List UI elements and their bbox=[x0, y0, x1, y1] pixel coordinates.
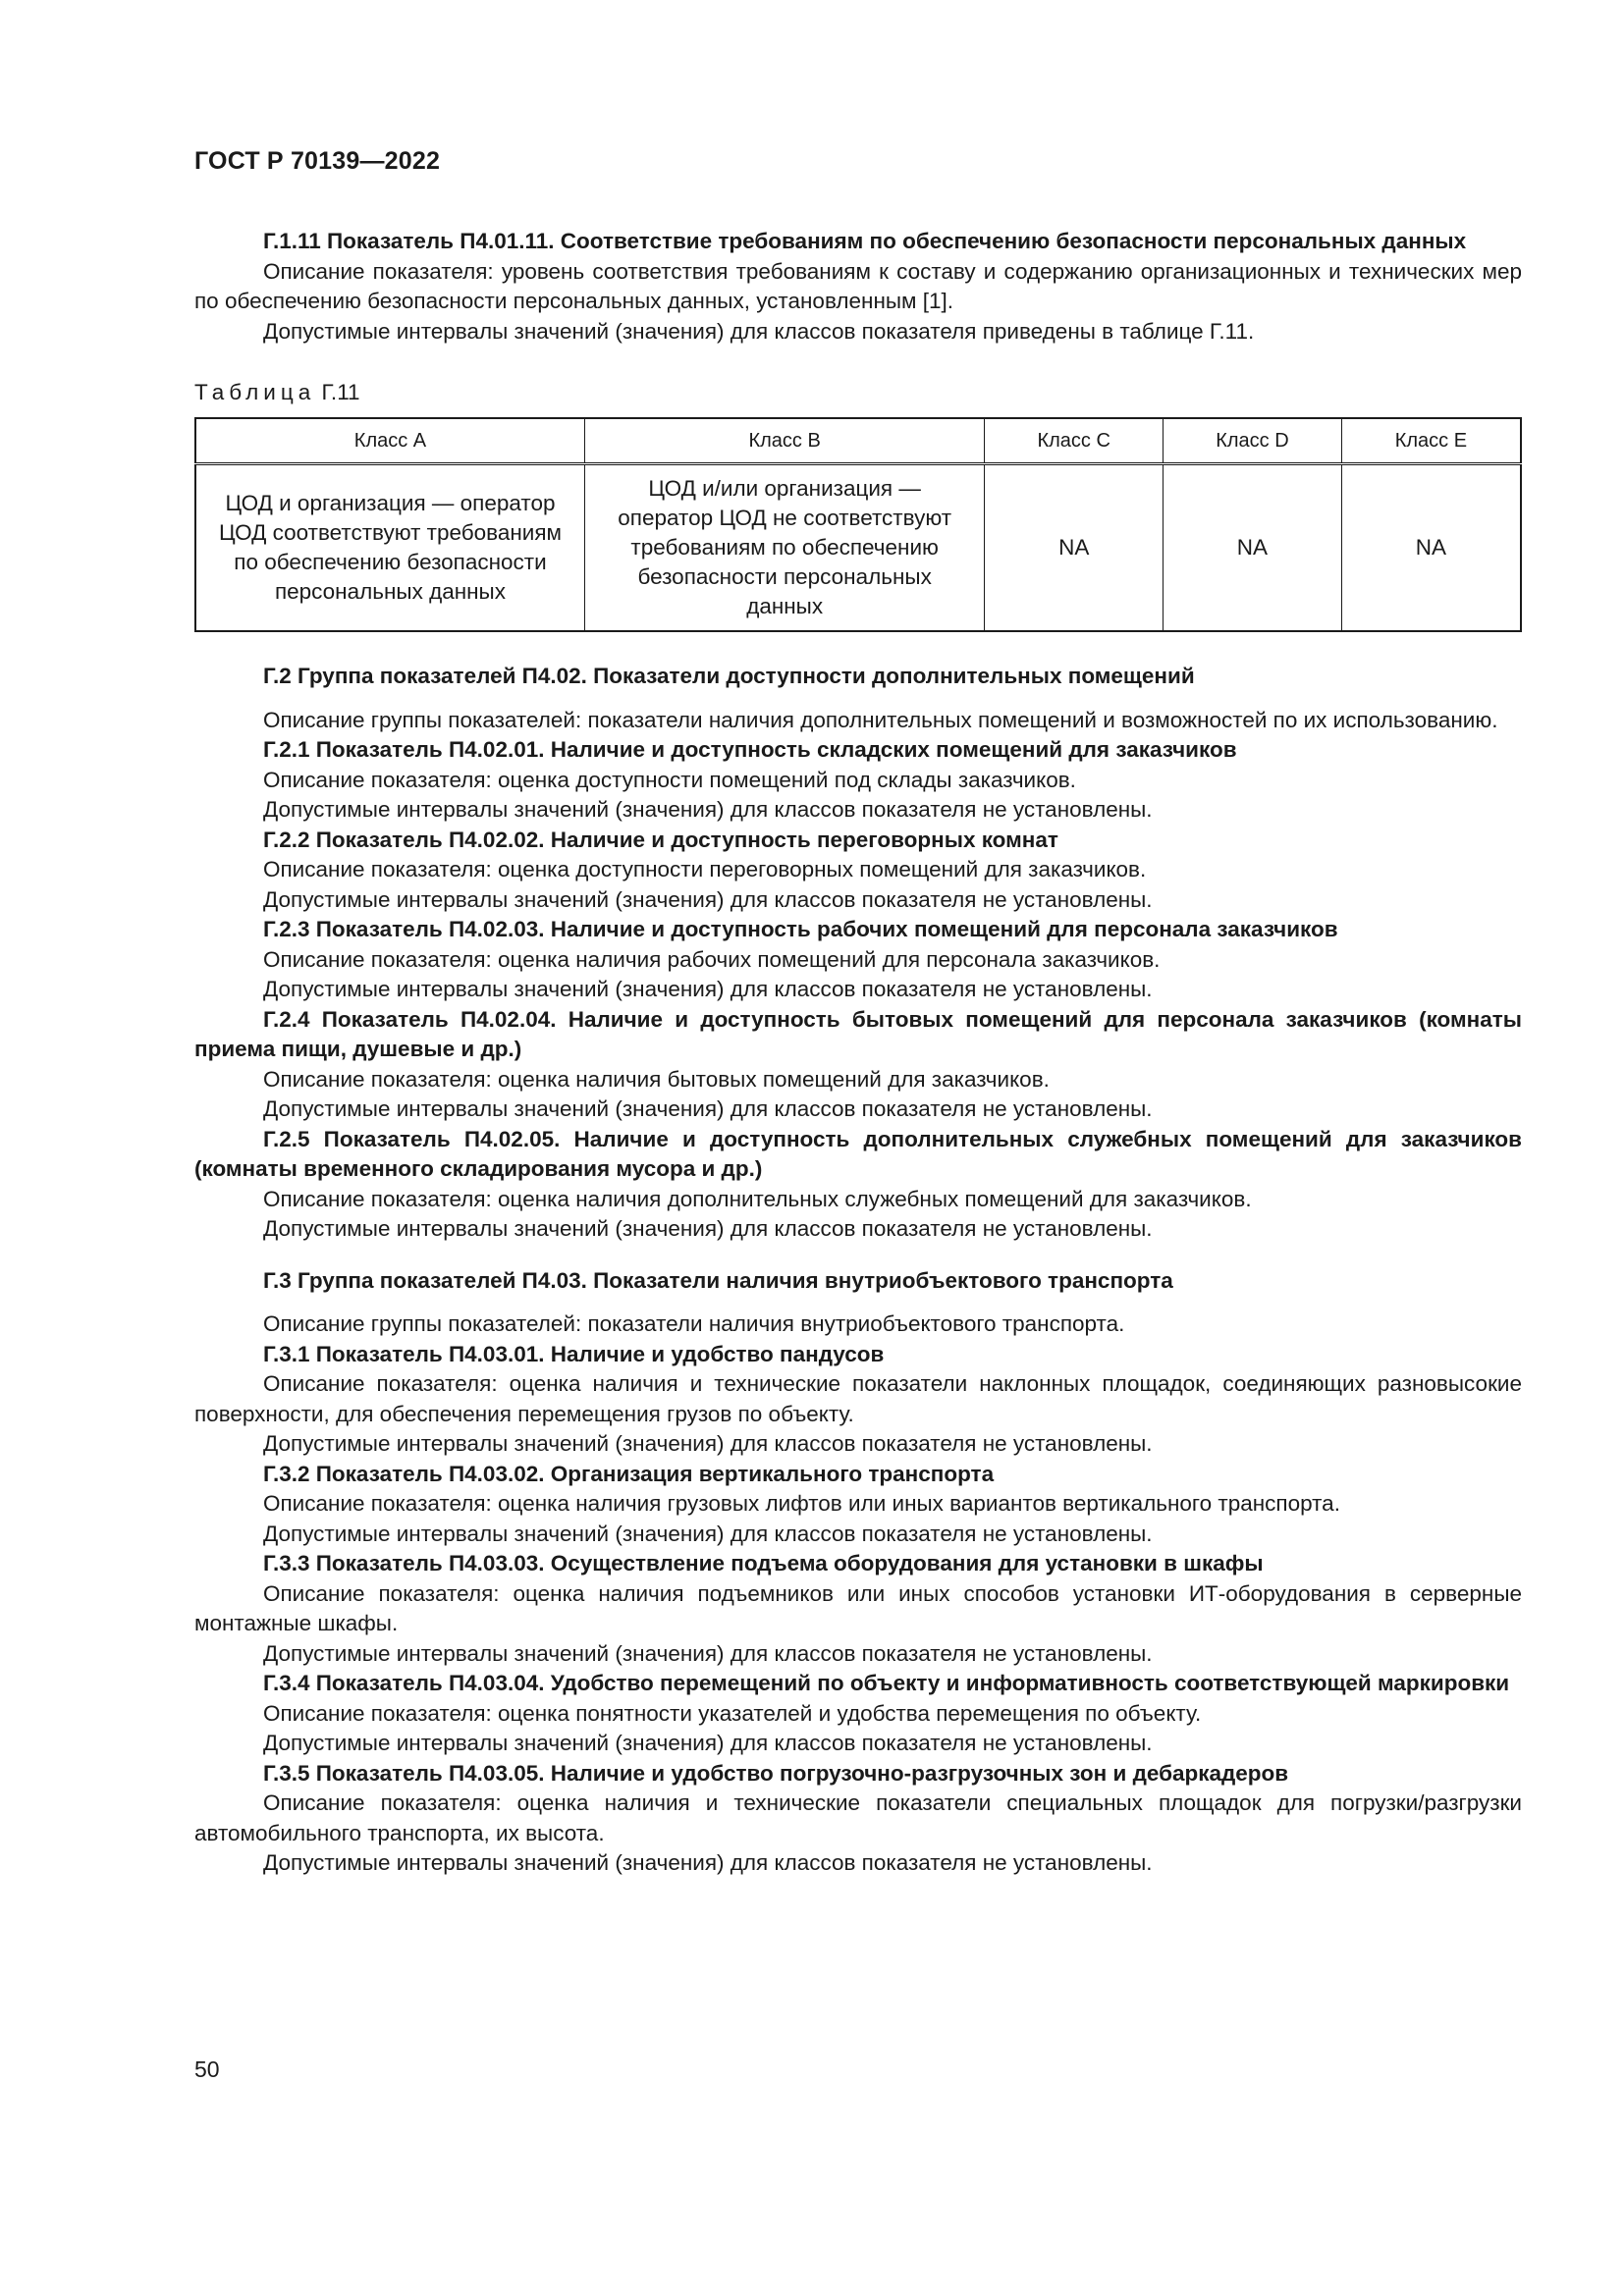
item-g3-1-title: Г.3.1 Показатель П4.03.01. Наличие и удобство пандусов bbox=[263, 1341, 885, 1366]
item-g3-5-title: Г.3.5 Показатель П4.03.05. Наличие и удобство погрузочно-разгрузочных зон и дебаркадеров bbox=[263, 1760, 1289, 1786]
document-header: ГОСТ Р 70139—2022 bbox=[194, 147, 441, 175]
table-row bbox=[195, 464, 1521, 632]
item-g2-3-title: Г.2.3 Показатель П4.02.03. Наличие и доступность рабочих помещений для персонала заказчиков bbox=[263, 917, 1338, 941]
item-g3-3-intervals: Допустимые интервалы значений (значения) для классов показателя не установлены. bbox=[263, 1640, 1153, 1666]
item-g3-2-title: Г.3.2 Показатель П4.03.02. Организация вертикального транспорта bbox=[263, 1461, 995, 1486]
item-g3-2-description: Описание показателя: оценка наличия грузовых лифтов или иных вариантов вертикального транспорта. bbox=[263, 1491, 1340, 1516]
document-page bbox=[194, 147, 1522, 1879]
item-g3-1-description: Описание показателя: оценка наличия и технические показатели наклонных площадок, соединяющих разновысокие поверхности, для обеспечения перемещения грузов по объекту. bbox=[194, 1371, 1522, 1426]
table-caption bbox=[194, 380, 1522, 405]
item-g2-1-intervals: Допустимые интервалы значений (значения) для классов показателя не установлены. bbox=[263, 797, 1153, 822]
section-g1-11-description: Описание показателя: уровень соответствия требованиям к составу и содержанию организационных и технических мер по обеспечению безопасности персональных данных, установленным [1]. bbox=[194, 258, 1522, 313]
table-caption-word: Таблица bbox=[194, 380, 316, 404]
item-g2-4-title: Г.2.4 Показатель П4.02.04. Наличие и доступность бытовых помещений для персонала заказчиков (комнаты приема пищи, душевые и др.) bbox=[194, 1006, 1522, 1061]
item-g3-4-intervals: Допустимые интервалы значений (значения) для классов показателя не установлены. bbox=[263, 1731, 1153, 1755]
table-header-class-b: Класс B bbox=[584, 418, 984, 464]
item-g2-1-description: Описание показателя: оценка доступности помещений под склады заказчиков. bbox=[263, 767, 1076, 792]
item-g3-4-title: Г.3.4 Показатель П4.03.04. Удобство перемещений по объекту и информативность соответствующей маркировки bbox=[263, 1671, 1510, 1695]
table-header-class-e: Класс E bbox=[1341, 418, 1521, 464]
item-g3-1-intervals: Допустимые интервалы значений (значения) для классов показателя не установлены. bbox=[263, 1431, 1153, 1456]
table-cell-class-a: ЦОД и организация — оператор ЦОД соответствуют требованиям по обеспечению безопасности персональных данных bbox=[195, 464, 584, 632]
item-g2-3-intervals: Допустимые интервалы значений (значения) для классов показателя не установлены. bbox=[263, 977, 1153, 1001]
item-g2-4-description: Описание показателя: оценка наличия бытовых помещений для заказчиков. bbox=[263, 1066, 1050, 1092]
item-g2-2-title: Г.2.2 Показатель П4.02.02. Наличие и доступность переговорных комнат bbox=[263, 827, 1058, 852]
item-g3-3-description: Описание показателя: оценка наличия подъемников или иных способов установки ИТ-оборудования в серверные монтажные шкафы. bbox=[194, 1580, 1522, 1635]
table-cell-class-d: NA bbox=[1164, 464, 1342, 632]
page-number: 50 bbox=[194, 2056, 220, 2082]
table-header-row bbox=[195, 418, 1521, 464]
group-g3-title: Г.3 Группа показателей П4.03. Показатели наличия внутриобъектового транспорта bbox=[263, 1267, 1173, 1293]
item-g3-5-intervals: Допустимые интервалы значений (значения) для классов показателя не установлены. bbox=[263, 1850, 1153, 1875]
group-g2-title: Г.2 Группа показателей П4.02. Показатели доступности дополнительных помещений bbox=[263, 664, 1195, 688]
item-g2-4-intervals: Допустимые интервалы значений (значения) для классов показателя не установлены. bbox=[263, 1096, 1153, 1121]
table-caption-number: Г.11 bbox=[321, 380, 360, 404]
item-g2-1-title: Г.2.1 Показатель П4.02.01. Наличие и доступность складских помещений для заказчиков bbox=[263, 737, 1237, 762]
table-cell-class-c: NA bbox=[985, 464, 1164, 632]
item-g2-3-description: Описание показателя: оценка наличия рабочих помещений для персонала заказчиков. bbox=[263, 946, 1161, 972]
table-header-class-a: Класс A bbox=[195, 418, 584, 464]
section-g1-11-title: Г.1.11 Показатель П4.01.11. Соответствие требованиям по обеспечению безопасности персональных данных bbox=[263, 229, 1467, 253]
item-g2-2-intervals: Допустимые интервалы значений (значения) для классов показателя не установлены. bbox=[263, 886, 1153, 912]
table-cell-class-b: ЦОД и/или организация — оператор ЦОД не соответствуют требованиям по обеспечению безопасности персональных данных bbox=[584, 464, 984, 632]
item-g2-5-title: Г.2.5 Показатель П4.02.05. Наличие и доступность дополнительных служебных помещений для заказчиков (комнаты временного складирования мусора и др.) bbox=[194, 1126, 1522, 1181]
item-g3-4-description: Описание показателя: оценка понятности указателей и удобства перемещения по объекту. bbox=[263, 1700, 1202, 1726]
item-g3-5-description: Описание показателя: оценка наличия и технические показатели специальных площадок для погрузки/разгрузки автомобильного транспорта, их высота. bbox=[194, 1790, 1522, 1845]
item-g2-5-intervals: Допустимые интервалы значений (значения) для классов показателя не установлены. bbox=[263, 1216, 1153, 1241]
class-table-g11 bbox=[194, 417, 1522, 632]
item-g3-3-title: Г.3.3 Показатель П4.03.03. Осуществление подъема оборудования для установки в шкафы bbox=[263, 1551, 1264, 1575]
group-g3-description: Описание группы показателей: показатели наличия внутриобъектового транспорта. bbox=[263, 1311, 1125, 1336]
section-g1-11-intervals: Допустимые интервалы значений (значения) для классов показателя приведены в таблице Г.11. bbox=[263, 318, 1255, 344]
item-g2-2-description: Описание показателя: оценка доступности переговорных помещений для заказчиков. bbox=[263, 857, 1147, 881]
table-header-class-d: Класс D bbox=[1164, 418, 1342, 464]
item-g3-2-intervals: Допустимые интервалы значений (значения) для классов показателя не установлены. bbox=[263, 1521, 1153, 1546]
group-g2-description: Описание группы показателей: показатели наличия дополнительных помещений и возможностей по их использованию. bbox=[263, 707, 1498, 732]
item-g2-5-description: Описание показателя: оценка наличия дополнительных служебных помещений для заказчиков. bbox=[263, 1186, 1252, 1211]
table-cell-class-e: NA bbox=[1341, 464, 1521, 632]
table-header-class-c: Класс C bbox=[985, 418, 1164, 464]
